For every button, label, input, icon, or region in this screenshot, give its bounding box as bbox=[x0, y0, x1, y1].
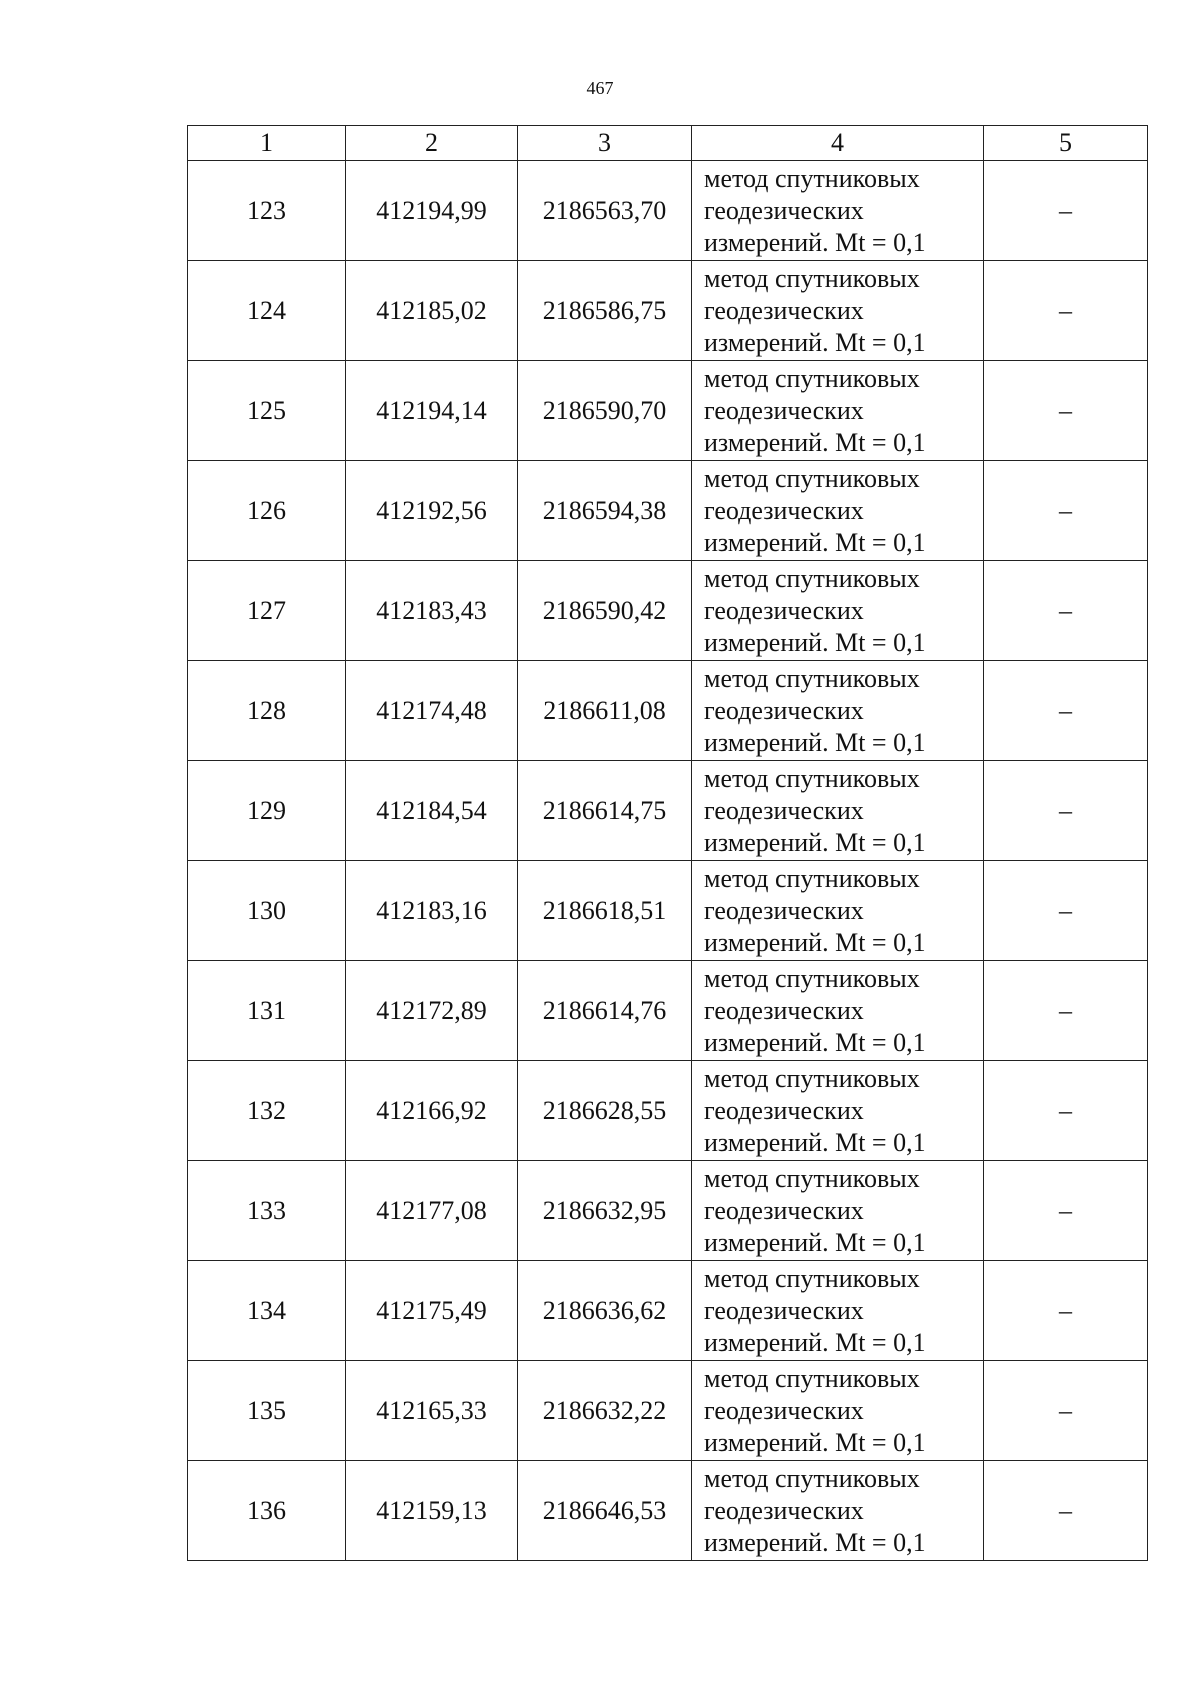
method-line: измерений. Mt = 0,1 bbox=[704, 327, 926, 357]
y-coordinate-cell: 2186614,75 bbox=[518, 761, 692, 861]
table-row bbox=[188, 161, 1148, 261]
method-line: метод спутниковых bbox=[704, 963, 920, 993]
method-line: метод спутниковых bbox=[704, 263, 920, 293]
y-coordinate-cell: 2186632,22 bbox=[518, 1361, 692, 1461]
method-line: геодезических bbox=[704, 1295, 864, 1325]
header-cell-2: 2 bbox=[346, 126, 518, 161]
table-row bbox=[188, 261, 1148, 361]
y-coordinate-cell: 2186563,70 bbox=[518, 161, 692, 261]
x-coordinate-cell: 412184,54 bbox=[346, 761, 518, 861]
method-line: метод спутниковых bbox=[704, 1363, 920, 1393]
table-row bbox=[188, 361, 1148, 461]
method-line: измерений. Mt = 0,1 bbox=[704, 1427, 926, 1457]
point-number-cell: 130 bbox=[188, 861, 346, 961]
x-coordinate-cell: 412183,16 bbox=[346, 861, 518, 961]
method-cell bbox=[692, 361, 984, 461]
method-line: метод спутниковых bbox=[704, 1163, 920, 1193]
point-number-cell: 124 bbox=[188, 261, 346, 361]
method-line: геодезических bbox=[704, 895, 864, 925]
point-number-cell: 123 bbox=[188, 161, 346, 261]
method-cell bbox=[692, 861, 984, 961]
y-coordinate-cell: 2186646,53 bbox=[518, 1461, 692, 1561]
point-number-cell: 136 bbox=[188, 1461, 346, 1561]
x-coordinate-cell: 412194,14 bbox=[346, 361, 518, 461]
method-line: метод спутниковых bbox=[704, 1063, 920, 1093]
method-line: метод спутниковых bbox=[704, 763, 920, 793]
y-coordinate-cell: 2186590,42 bbox=[518, 561, 692, 661]
point-number-cell: 128 bbox=[188, 661, 346, 761]
column5-cell: – bbox=[984, 161, 1148, 261]
method-line: измерений. Mt = 0,1 bbox=[704, 227, 926, 257]
column5-cell: – bbox=[984, 361, 1148, 461]
column5-cell: – bbox=[984, 261, 1148, 361]
method-line: метод спутниковых bbox=[704, 663, 920, 693]
table-row bbox=[188, 761, 1148, 861]
method-line: измерений. Mt = 0,1 bbox=[704, 727, 926, 757]
x-coordinate-cell: 412194,99 bbox=[346, 161, 518, 261]
table-row bbox=[188, 1261, 1148, 1361]
y-coordinate-cell: 2186586,75 bbox=[518, 261, 692, 361]
method-line: измерений. Mt = 0,1 bbox=[704, 527, 926, 557]
column5-cell: – bbox=[984, 1461, 1148, 1561]
method-cell bbox=[692, 1361, 984, 1461]
method-line: измерений. Mt = 0,1 bbox=[704, 1027, 926, 1057]
y-coordinate-cell: 2186614,76 bbox=[518, 961, 692, 1061]
method-line: метод спутниковых bbox=[704, 1263, 920, 1293]
point-number-cell: 126 bbox=[188, 461, 346, 561]
method-line: измерений. Mt = 0,1 bbox=[704, 927, 926, 957]
table-row bbox=[188, 561, 1148, 661]
method-line: метод спутниковых bbox=[704, 163, 920, 193]
method-cell bbox=[692, 1061, 984, 1161]
x-coordinate-cell: 412166,92 bbox=[346, 1061, 518, 1161]
x-coordinate-cell: 412159,13 bbox=[346, 1461, 518, 1561]
table-row bbox=[188, 661, 1148, 761]
method-line: измерений. Mt = 0,1 bbox=[704, 1227, 926, 1257]
method-line: геодезических bbox=[704, 1195, 864, 1225]
x-coordinate-cell: 412175,49 bbox=[346, 1261, 518, 1361]
method-line: измерений. Mt = 0,1 bbox=[704, 1527, 926, 1557]
method-cell bbox=[692, 961, 984, 1061]
method-line: измерений. Mt = 0,1 bbox=[704, 427, 926, 457]
x-coordinate-cell: 412165,33 bbox=[346, 1361, 518, 1461]
method-cell bbox=[692, 661, 984, 761]
method-line: метод спутниковых bbox=[704, 863, 920, 893]
column5-cell: – bbox=[984, 1161, 1148, 1261]
x-coordinate-cell: 412183,43 bbox=[346, 561, 518, 661]
method-cell bbox=[692, 761, 984, 861]
y-coordinate-cell: 2186636,62 bbox=[518, 1261, 692, 1361]
table-body bbox=[188, 161, 1148, 1561]
point-number-cell: 131 bbox=[188, 961, 346, 1061]
point-number-cell: 127 bbox=[188, 561, 346, 661]
table-row bbox=[188, 1461, 1148, 1561]
method-line: геодезических bbox=[704, 795, 864, 825]
header-cell-5: 5 bbox=[984, 126, 1148, 161]
method-line: геодезических bbox=[704, 295, 864, 325]
page-number: 467 bbox=[586, 78, 614, 98]
header-cell-1: 1 bbox=[188, 126, 346, 161]
x-coordinate-cell: 412185,02 bbox=[346, 261, 518, 361]
column5-cell: – bbox=[984, 461, 1148, 561]
table-row bbox=[188, 1161, 1148, 1261]
method-line: геодезических bbox=[704, 495, 864, 525]
x-coordinate-cell: 412174,48 bbox=[346, 661, 518, 761]
method-line: метод спутниковых bbox=[704, 463, 920, 493]
method-cell bbox=[692, 561, 984, 661]
method-cell bbox=[692, 261, 984, 361]
method-cell bbox=[692, 1461, 984, 1561]
method-line: геодезических bbox=[704, 395, 864, 425]
method-line: метод спутниковых bbox=[704, 363, 920, 393]
coordinates-table-container bbox=[187, 125, 1147, 1561]
method-line: измерений. Mt = 0,1 bbox=[704, 627, 926, 657]
table-row bbox=[188, 1061, 1148, 1161]
y-coordinate-cell: 2186628,55 bbox=[518, 1061, 692, 1161]
method-cell bbox=[692, 1161, 984, 1261]
method-line: геодезических bbox=[704, 595, 864, 625]
y-coordinate-cell: 2186611,08 bbox=[518, 661, 692, 761]
column5-cell: – bbox=[984, 1261, 1148, 1361]
column5-cell: – bbox=[984, 1061, 1148, 1161]
method-line: метод спутниковых bbox=[704, 563, 920, 593]
header-cell-3: 3 bbox=[518, 126, 692, 161]
y-coordinate-cell: 2186632,95 bbox=[518, 1161, 692, 1261]
point-number-cell: 129 bbox=[188, 761, 346, 861]
method-cell bbox=[692, 461, 984, 561]
coordinates-table bbox=[187, 125, 1148, 1561]
column5-cell: – bbox=[984, 661, 1148, 761]
point-number-cell: 125 bbox=[188, 361, 346, 461]
method-line: геодезических bbox=[704, 995, 864, 1025]
point-number-cell: 133 bbox=[188, 1161, 346, 1261]
x-coordinate-cell: 412172,89 bbox=[346, 961, 518, 1061]
x-coordinate-cell: 412177,08 bbox=[346, 1161, 518, 1261]
column5-cell: – bbox=[984, 1361, 1148, 1461]
method-line: измерений. Mt = 0,1 bbox=[704, 1327, 926, 1357]
column5-cell: – bbox=[984, 761, 1148, 861]
method-line: геодезических bbox=[704, 1395, 864, 1425]
method-line: геодезических bbox=[704, 1095, 864, 1125]
x-coordinate-cell: 412192,56 bbox=[346, 461, 518, 561]
header-cell-4: 4 bbox=[692, 126, 984, 161]
method-line: геодезических bbox=[704, 695, 864, 725]
column5-cell: – bbox=[984, 961, 1148, 1061]
table-row bbox=[188, 461, 1148, 561]
method-cell bbox=[692, 1261, 984, 1361]
column5-cell: – bbox=[984, 561, 1148, 661]
method-line: геодезических bbox=[704, 1495, 864, 1525]
table-row bbox=[188, 961, 1148, 1061]
point-number-cell: 135 bbox=[188, 1361, 346, 1461]
method-line: геодезических bbox=[704, 195, 864, 225]
y-coordinate-cell: 2186594,38 bbox=[518, 461, 692, 561]
method-line: измерений. Mt = 0,1 bbox=[704, 1127, 926, 1157]
y-coordinate-cell: 2186590,70 bbox=[518, 361, 692, 461]
method-line: метод спутниковых bbox=[704, 1463, 920, 1493]
column5-cell: – bbox=[984, 861, 1148, 961]
table-row bbox=[188, 861, 1148, 961]
table-header bbox=[188, 126, 1148, 161]
point-number-cell: 134 bbox=[188, 1261, 346, 1361]
header-row bbox=[188, 126, 1148, 161]
method-line: измерений. Mt = 0,1 bbox=[704, 827, 926, 857]
point-number-cell: 132 bbox=[188, 1061, 346, 1161]
table-row bbox=[188, 1361, 1148, 1461]
method-cell bbox=[692, 161, 984, 261]
y-coordinate-cell: 2186618,51 bbox=[518, 861, 692, 961]
